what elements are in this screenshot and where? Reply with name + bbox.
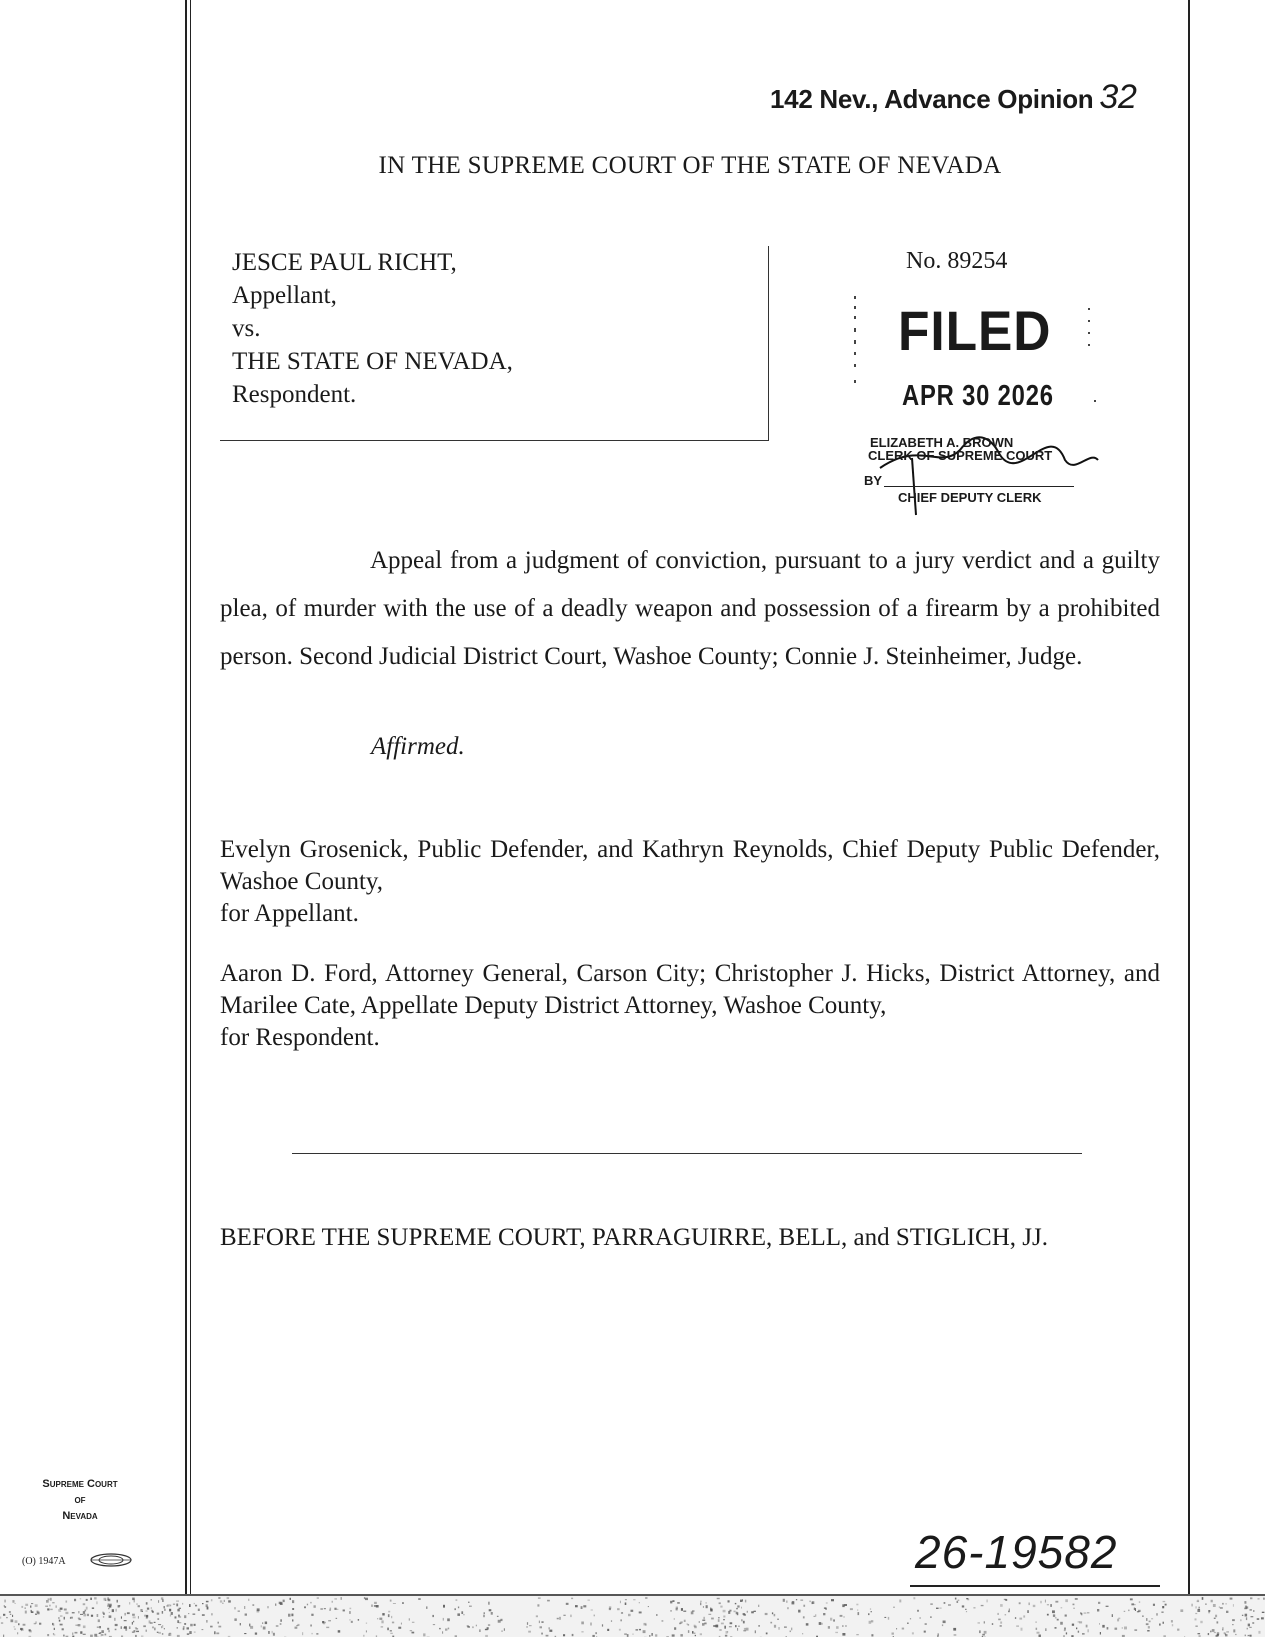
deputy-clerk-title: CHIEF DEPUTY CLERK xyxy=(898,490,1042,505)
by-label: BY xyxy=(864,473,883,488)
versus-label: vs. xyxy=(232,315,261,342)
separator-rule xyxy=(292,1153,1082,1154)
left-margin-rule-inner xyxy=(190,0,191,1637)
right-margin-rule xyxy=(1188,0,1190,1637)
case-number: No. 89254 xyxy=(906,248,1008,274)
seal-line-2: of xyxy=(74,1494,86,1506)
clerk-name: ELIZABETH A. BROWN xyxy=(870,435,1014,450)
court-seal-label xyxy=(20,1476,140,1524)
counsel-respondent xyxy=(220,958,1160,1054)
court-title: IN THE SUPREME COURT OF THE STATE OF NEVADA xyxy=(378,152,1002,179)
scan-noise-strip xyxy=(0,1594,1265,1637)
filed-stamp xyxy=(850,290,1100,520)
respondent-role: Respondent. xyxy=(232,381,357,408)
appellant-name: JESCE PAUL RICHT, xyxy=(232,249,457,276)
clerk-title: CLERK OF SUPREME COURT xyxy=(868,448,1053,463)
document-number: 26-19582 xyxy=(915,1526,1118,1578)
respondent-name: THE STATE OF NEVADA, xyxy=(232,348,513,375)
advance-opinion-number: 32 xyxy=(1099,78,1137,116)
document-number-underline xyxy=(910,1585,1160,1587)
counsel-appellant-for: for Appellant. xyxy=(220,900,359,927)
appellant-role: Appellant, xyxy=(232,282,337,309)
disposition: Affirmed. xyxy=(371,733,465,760)
union-label-icon xyxy=(88,1552,134,1568)
filed-date: APR 30 2026 xyxy=(902,380,1054,412)
seal-line-3: Nevada xyxy=(62,1510,98,1522)
counsel-respondent-names: Aaron D. Ford, Attorney General, Carson City; Christopher J. Hicks, District Attorney, and Marilee Cate, Appellate Deputy District Attorney, Washoe County, xyxy=(220,960,1160,1019)
counsel-appellant-names: Evelyn Grosenick, Public Defender, and Kathryn Reynolds, Chief Deputy Public Defender, Washoe County, xyxy=(220,836,1160,895)
advance-opinion-label: 142 Nev., Advance Opinion xyxy=(770,84,1094,114)
form-number: (O) 1947A xyxy=(22,1556,66,1567)
case-caption xyxy=(220,246,769,441)
counsel-respondent-for: for Respondent. xyxy=(220,1024,380,1051)
left-margin-rule xyxy=(185,0,187,1637)
signature-line xyxy=(884,486,1074,487)
counsel-appellant xyxy=(220,834,1160,930)
appeal-paragraph: Appeal from a judgment of conviction, pursuant to a jury verdict and a guilty plea, of murder with the use of a deadly weapon and possession of a firearm by a prohibited person. Second Judicial District Court, Washoe County; Connie J. Steinheimer, Judge. xyxy=(220,547,1160,670)
seal-line-1: Supreme Court xyxy=(42,1478,118,1490)
filed-label: FILED xyxy=(898,299,1052,362)
panel-before-line: BEFORE THE SUPREME COURT, PARRAGUIRRE, BELL, and STIGLICH, JJ. xyxy=(220,1224,1048,1251)
advance-opinion-header xyxy=(770,78,1137,117)
